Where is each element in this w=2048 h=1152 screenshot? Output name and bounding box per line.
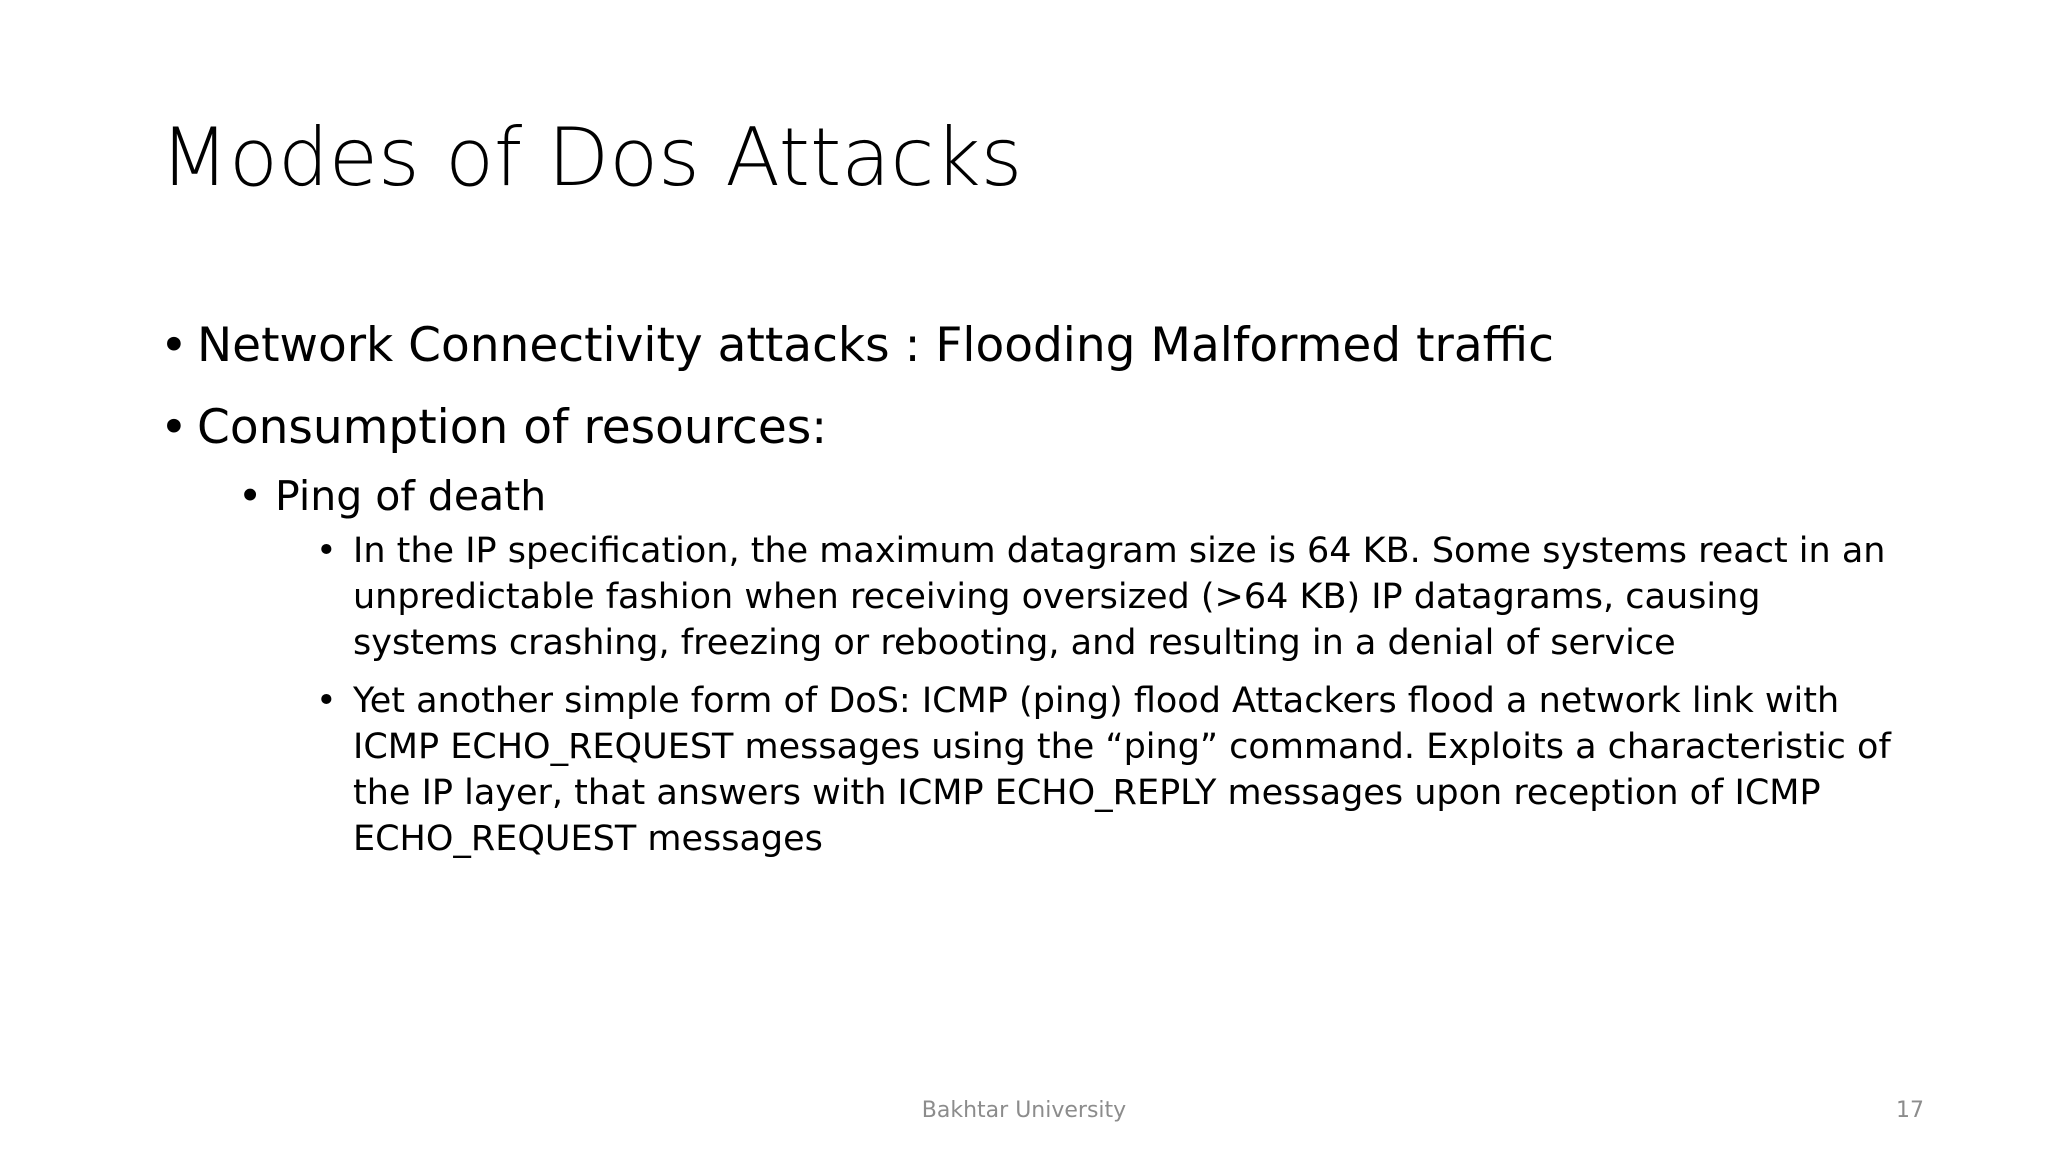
bullet-dot: • (238, 472, 263, 520)
bullet-ip-specification (316, 528, 1896, 666)
bullet-dot: • (316, 531, 337, 571)
page-number: 17 (1896, 1098, 1924, 1123)
footer-text: Bakhtar University (921, 1098, 1127, 1123)
slide-title: Modes of Dos Attacks (160, 111, 1023, 204)
bullet-ping-of-death (238, 470, 1900, 522)
bullet-dot: • (316, 681, 337, 721)
bullet-text: Network Connectivity attacks : Flooding Malformed traffic (197, 318, 1554, 373)
bullet-text: In the IP specification, the maximum datagram size is 64 KB. Some systems react in an unpredictable fashion when receiving oversized (>64 KB) IP datagrams, causing systems crashing, freezing or rebooting, and resulting in a denial of service (353, 531, 1886, 663)
bullet-dot: • (160, 400, 188, 455)
bullet-text: Yet another simple form of DoS: ICMP (ping) flood Attackers flood a network link with ICMP ECHO_REQUEST messages using the “ping” command. Exploits a characteristic of the IP layer, that answers with ICMP ECHO_REPLY messages upon reception of ICMP ECHO_REQUEST messages (353, 681, 1891, 859)
bullet-dot: • (160, 318, 188, 373)
slide-body (160, 316, 1900, 874)
bullet-text: Consumption of resources: (197, 400, 828, 455)
bullet-icmp-flood (316, 678, 1896, 862)
bullet-text: Ping of death (275, 472, 547, 520)
bullet-network-connectivity (160, 316, 1900, 376)
bullet-consumption-of-resources (160, 398, 1900, 458)
